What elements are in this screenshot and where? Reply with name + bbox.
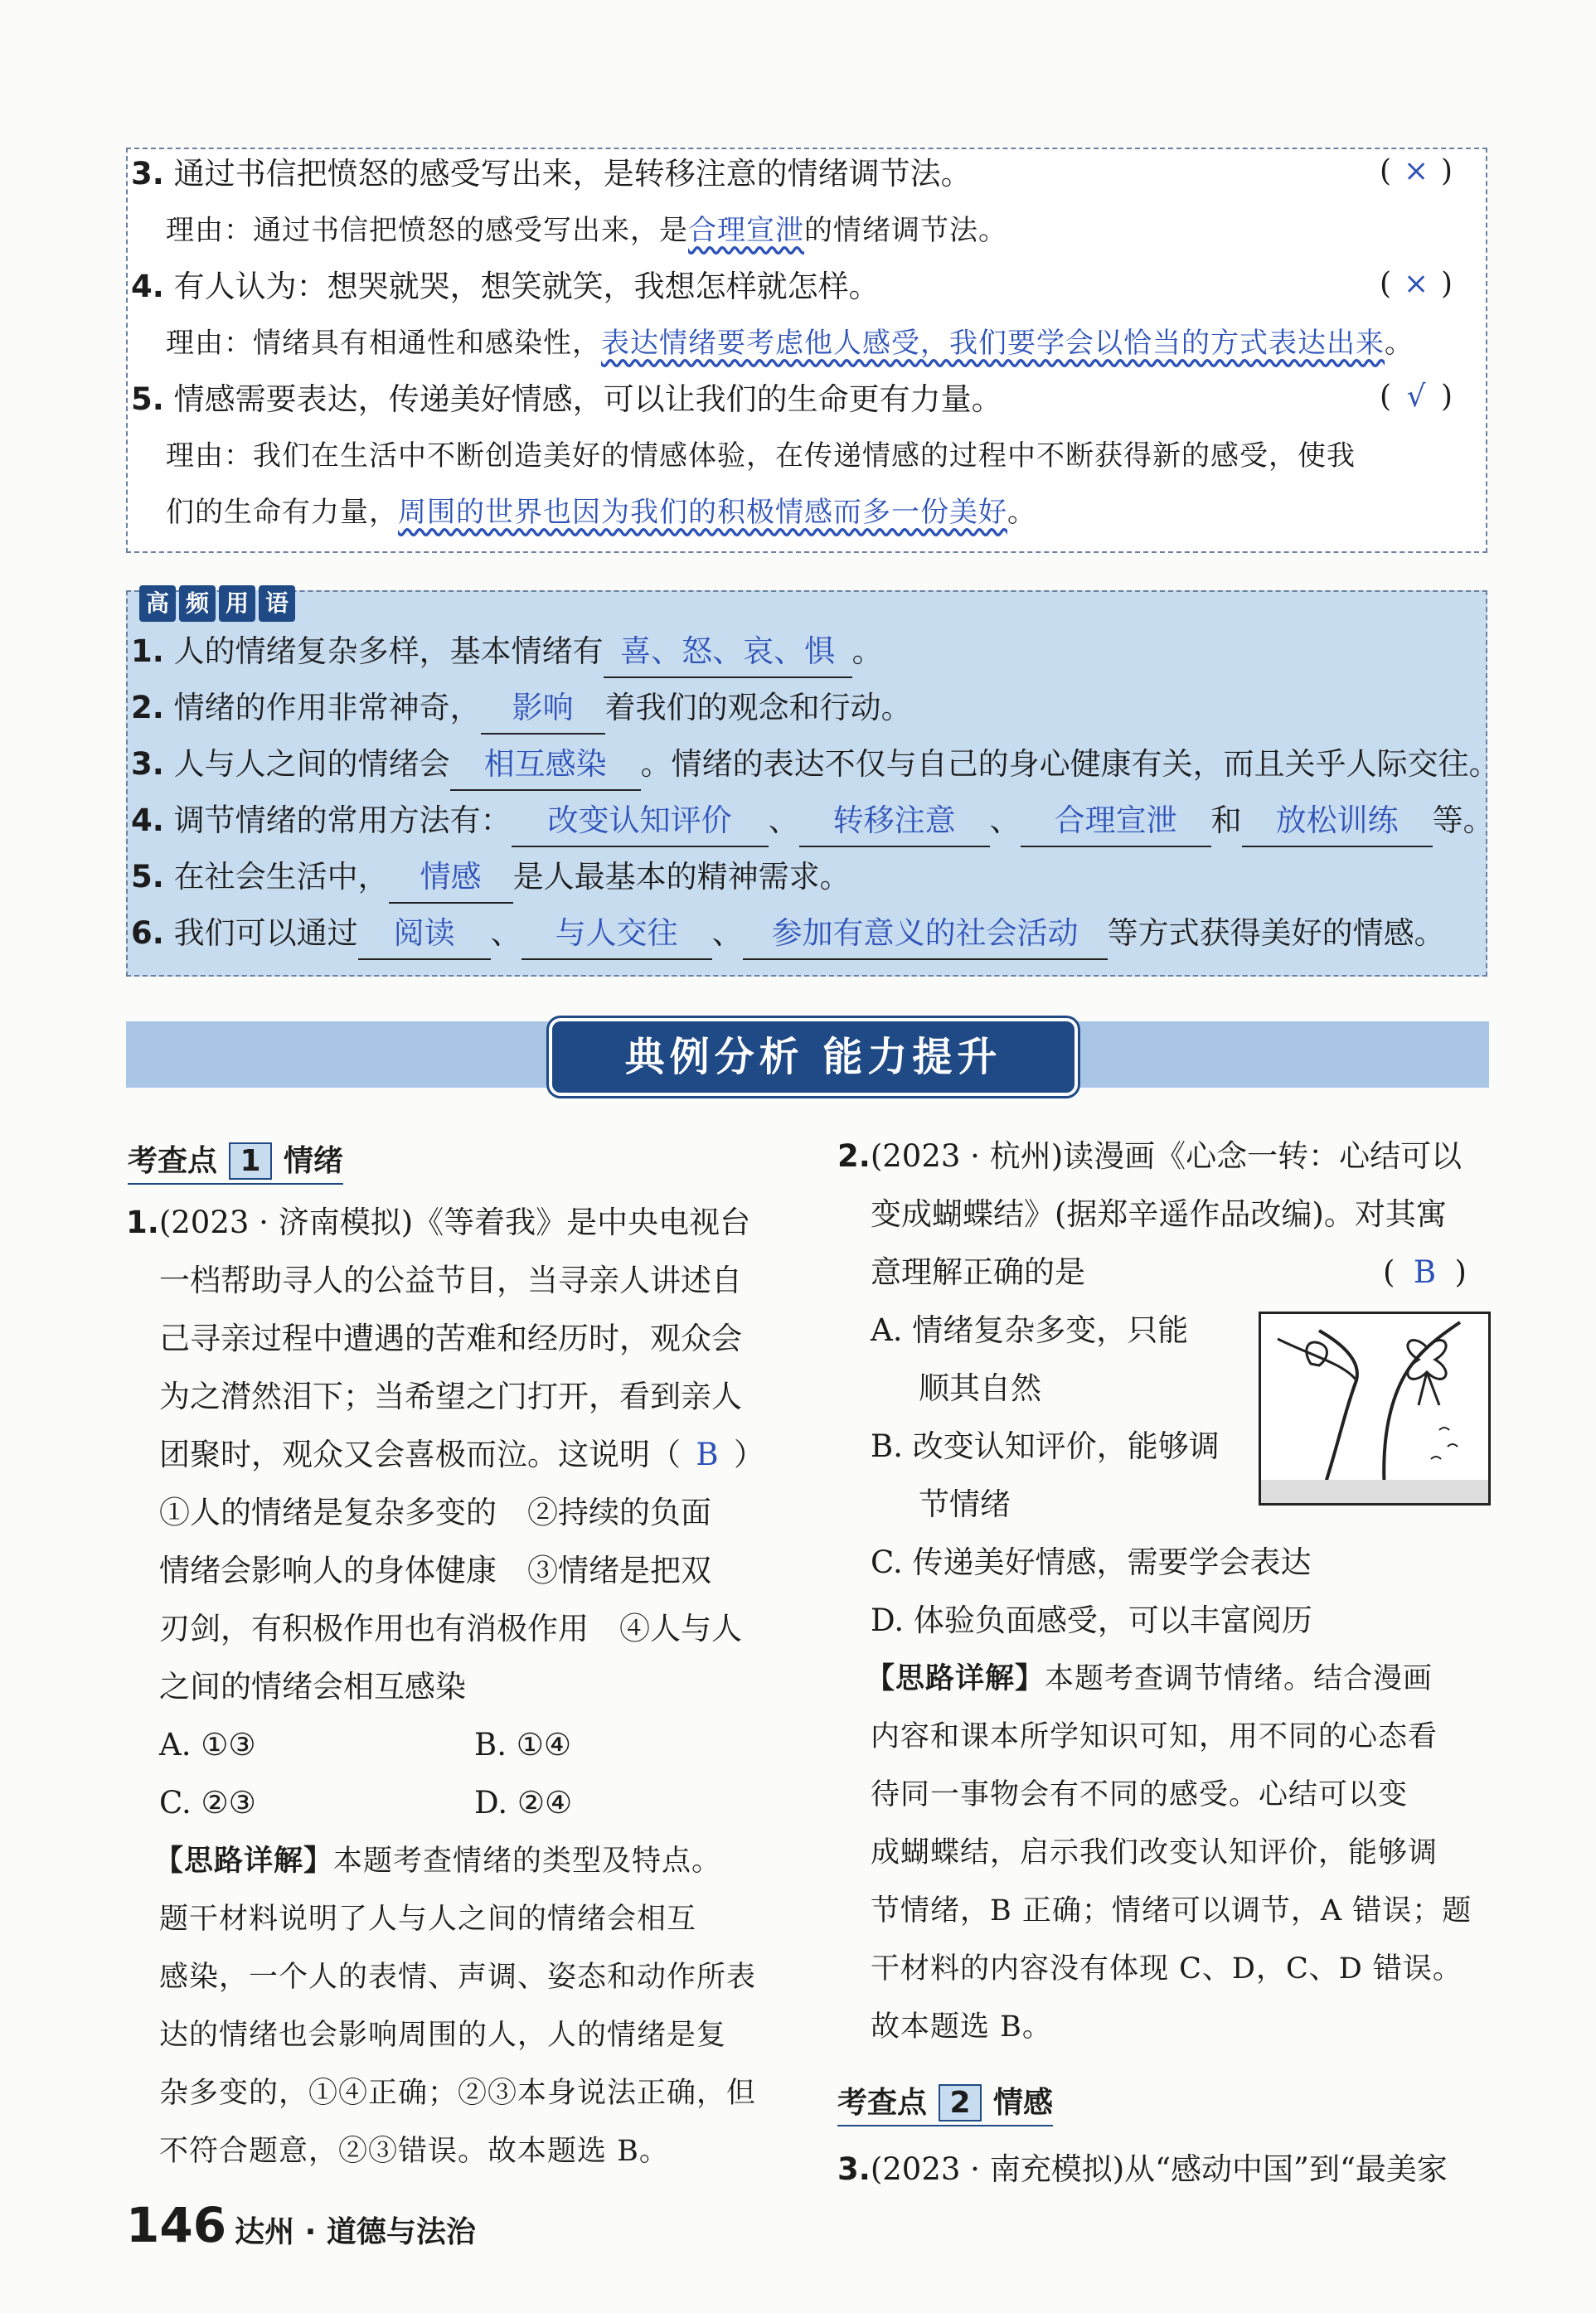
fill-blank-answer: 放松训练 bbox=[1242, 796, 1433, 847]
item-number: 4. bbox=[131, 269, 164, 304]
text: 调节情绪的常用方法有： bbox=[173, 803, 512, 838]
high-frequency-tag bbox=[139, 585, 295, 622]
item-number: 5. bbox=[131, 859, 164, 895]
fill-blank-answer: 转移注意 bbox=[799, 796, 990, 847]
statement-line: 情绪会影响人的身体健康 ③情绪是把双 bbox=[159, 1553, 711, 1588]
answer-mark: ( × ) bbox=[1380, 154, 1453, 188]
hf-item-6 bbox=[131, 909, 1445, 960]
analysis-line: 不符合题意，②③错误。故本题选 B。 bbox=[159, 2135, 669, 2168]
reason-4 bbox=[166, 318, 1414, 368]
judgement-5 bbox=[131, 375, 1002, 424]
key-point-1 bbox=[128, 1137, 343, 1185]
item-number: 1. bbox=[131, 633, 164, 669]
choice-b: B. 改变认知评价，能够调 bbox=[871, 1428, 1220, 1464]
fill-blank-answer: 参加有意义的社会活动 bbox=[743, 909, 1108, 960]
statement-line: 刃剑，有积极作用也有消极作用 ④人与人 bbox=[159, 1611, 742, 1646]
question-1-line3: 己寻亲过程中遭遇的苦难和经历时，观众会 bbox=[159, 1321, 742, 1356]
choice-d: D. ②④ bbox=[474, 1785, 573, 1821]
key-point-title: 情绪 bbox=[284, 1144, 344, 1178]
choice-b-cont: 节情绪 bbox=[919, 1486, 1011, 1522]
reason-text: 。 bbox=[1385, 327, 1414, 360]
analysis-line: 节情绪，B 正确；情绪可以调节，A 错误；题 bbox=[871, 1894, 1472, 1928]
analysis-line: 故本题选 B。 bbox=[871, 2010, 1052, 2044]
choice-a: A. ①③ bbox=[159, 1727, 256, 1763]
handwritten-answer: 周围的世界也因为我们的积极情感而多一份美好 bbox=[398, 496, 1007, 529]
answer-letter: B bbox=[1413, 1254, 1437, 1290]
text: 我们可以通过 bbox=[173, 915, 358, 951]
question-1-line2: 一档帮助寻人的公益节目，当寻亲人讲述自 bbox=[159, 1263, 742, 1298]
fill-blank-answer: 阅读 bbox=[358, 909, 491, 960]
choice-b: B. ①④ bbox=[474, 1727, 572, 1763]
reason-text: 理由：通过书信把愤怒的感受写出来，是 bbox=[166, 214, 688, 247]
choice-c: C. 传递美好情感，需要学会表达 bbox=[871, 1544, 1312, 1580]
fill-blank-answer: 相互感染 bbox=[450, 739, 641, 791]
question-2-line2: 变成蝴蝶结》(据郑辛遥作品改编)。对其寓 bbox=[871, 1196, 1447, 1232]
question-3-line1 bbox=[837, 2141, 1448, 2199]
text: 在社会生活中， bbox=[173, 859, 389, 895]
answer-mark: ( × ) bbox=[1380, 267, 1453, 301]
analysis-line: 成蝴蝶结，启示我们改变认知评价，能够调 bbox=[871, 1836, 1438, 1869]
tag-char: 高 bbox=[139, 585, 176, 622]
book-title: 达州 · 道德与法治 bbox=[235, 2215, 476, 2249]
text: 着我们的观念和行动。 bbox=[604, 690, 912, 725]
key-point-label: 考查点 bbox=[128, 1144, 218, 1178]
fill-blank-answer: 情感 bbox=[389, 852, 513, 904]
check-mark: √ bbox=[1406, 380, 1426, 414]
statement-line: ①人的情绪是复杂多变的 ②持续的负面 bbox=[159, 1495, 711, 1530]
question-number: 2. bbox=[837, 1138, 871, 1174]
question-1-line4: 为之潸然泪下；当希望之门打开，看到亲人 bbox=[159, 1379, 742, 1414]
item-number: 4. bbox=[131, 803, 164, 838]
fill-blank-answer: 与人交往 bbox=[521, 909, 712, 960]
analysis-label: 【思路详解】 bbox=[866, 1662, 1045, 1695]
question-1-line5 bbox=[159, 1426, 764, 1484]
section-banner bbox=[126, 1021, 1489, 1088]
bracket: ） bbox=[734, 1437, 764, 1472]
question-text: (2023 · 济南模拟)《等着我》是中央电视台 bbox=[158, 1205, 751, 1240]
statement-text: 情感需要表达，传递美好情感，可以让我们的生命更有力量。 bbox=[173, 381, 1002, 417]
analysis-line: 杂多变的，①④正确；②③本身说法正确，但 bbox=[159, 2077, 757, 2110]
analysis-line: 达的情绪也会影响周围的人，人的情绪是复 bbox=[159, 2019, 727, 2052]
tree-bow-illustration bbox=[1261, 1314, 1488, 1503]
tag-char: 语 bbox=[259, 585, 295, 622]
judgement-4 bbox=[131, 262, 880, 312]
judgement-3 bbox=[131, 149, 972, 199]
item-number: 2. bbox=[131, 690, 164, 725]
analysis-text: 本题考查情绪的类型及特点。 bbox=[333, 1845, 722, 1878]
reason-text: 。 bbox=[1007, 496, 1036, 529]
text: 、 bbox=[768, 803, 799, 838]
page-footer bbox=[126, 2197, 476, 2253]
answer-letter: B bbox=[696, 1437, 719, 1472]
question-text: (2023 · 南充模拟)从“感动中国”到“最美家 bbox=[870, 2151, 1448, 2187]
hf-item-3 bbox=[131, 739, 1500, 791]
tag-char: 频 bbox=[179, 585, 216, 622]
hf-item-4 bbox=[131, 796, 1494, 847]
cross-mark: × bbox=[1403, 267, 1429, 301]
reason-3 bbox=[166, 206, 1007, 255]
analysis-line: 感染，一个人的表情、声调、姿态和动作所表 bbox=[159, 1961, 757, 1994]
analysis-label: 【思路详解】 bbox=[154, 1845, 334, 1878]
analysis-line: 题干材料说明了人与人之间的情绪会相互 bbox=[159, 1903, 697, 1936]
text: 等方式获得美好的情感。 bbox=[1107, 915, 1445, 951]
reason-text: 的情绪调节法。 bbox=[804, 214, 1007, 247]
question-number: 3. bbox=[837, 2151, 871, 2187]
hf-item-5 bbox=[131, 852, 851, 904]
choice-a: A. 情绪复杂多变，只能 bbox=[871, 1312, 1189, 1348]
analysis-1-line1 bbox=[154, 1832, 721, 1890]
choice-a-cont: 顺其自然 bbox=[919, 1370, 1041, 1406]
key-point-label: 考查点 bbox=[837, 2086, 928, 2120]
text: 人与人之间的情绪会 bbox=[173, 746, 450, 782]
key-point-title: 情感 bbox=[993, 2086, 1054, 2120]
analysis-text: 本题考查调节情绪。结合漫画 bbox=[1045, 1662, 1433, 1695]
question-2-line3: 意理解正确的是 bbox=[871, 1254, 1085, 1290]
question-2-line1 bbox=[837, 1127, 1462, 1186]
key-point-number: 1 bbox=[229, 1142, 272, 1180]
fill-blank-answer: 改变认知评价 bbox=[512, 796, 769, 847]
item-number: 3. bbox=[131, 156, 164, 192]
key-point-number: 2 bbox=[939, 2084, 982, 2121]
section-title: 典例分析 能力提升 bbox=[549, 1018, 1078, 1096]
item-number: 6. bbox=[131, 915, 164, 951]
analysis-line: 干材料的内容没有体现 C、D，C、D 错误。 bbox=[871, 1952, 1463, 1986]
question-text: 团聚时，观众又会喜极而泣。这说明（ bbox=[159, 1437, 681, 1472]
reason-5-line2 bbox=[166, 487, 1036, 537]
analysis-line: 内容和课本所学知识可知，用不同的心态看 bbox=[871, 1720, 1438, 1753]
text: 是人最基本的精神需求。 bbox=[512, 859, 851, 895]
answer-mark: ( √ ) bbox=[1380, 380, 1453, 414]
text: 、 bbox=[711, 915, 743, 951]
text: 人的情绪复杂多样，基本情绪有 bbox=[173, 633, 604, 669]
statement-text: 有人认为：想哭就哭，想笑就笑，我想怎样就怎样。 bbox=[173, 269, 880, 304]
question-number: 1. bbox=[126, 1205, 159, 1240]
statement-text: 通过书信把愤怒的感受写出来，是转移注意的情绪调节法。 bbox=[173, 156, 972, 192]
item-number: 3. bbox=[131, 746, 164, 782]
text: 情绪的作用非常神奇， bbox=[173, 690, 481, 725]
question-1-line1 bbox=[126, 1194, 750, 1252]
analysis-2-line1 bbox=[866, 1650, 1433, 1708]
fill-blank-answer: 喜、怒、哀、惧 bbox=[604, 627, 852, 678]
answer-bracket: ( B ) bbox=[1383, 1244, 1467, 1302]
cartoon-image bbox=[1259, 1312, 1491, 1506]
reason-5-line1: 理由：我们在生活中不断创造美好的情感体验，在传递情感的过程中不断获得新的感受，使我 bbox=[166, 439, 1356, 473]
page-number: 146 bbox=[126, 2197, 227, 2253]
text: 、 bbox=[490, 915, 521, 951]
question-text: (2023 · 杭州)读漫画《心念一转：心结可以 bbox=[870, 1138, 1463, 1174]
text: 等。 bbox=[1432, 803, 1494, 838]
handwritten-answer: 合理宣泄 bbox=[688, 214, 804, 247]
fill-blank-answer: 合理宣泄 bbox=[1021, 796, 1211, 847]
text: 。情绪的表达不仅与自己的身心健康有关，而且关乎人际交往。 bbox=[640, 746, 1500, 782]
handwritten-answer: 表达情绪要考虑他人感受，我们要学会以恰当的方式表达出来 bbox=[601, 327, 1385, 360]
hf-item-1 bbox=[131, 627, 883, 678]
text: 、 bbox=[989, 803, 1021, 838]
text: 。 bbox=[851, 633, 883, 669]
tag-char: 用 bbox=[219, 585, 255, 622]
analysis-line: 待同一事物会有不同的感受。心结可以变 bbox=[871, 1778, 1409, 1811]
reason-text: 们的生命有力量， bbox=[166, 496, 398, 529]
hf-item-2 bbox=[131, 683, 912, 735]
statement-line: 之间的情绪会相互感染 bbox=[159, 1669, 466, 1704]
fill-blank-answer: 影响 bbox=[481, 683, 605, 735]
choice-d: D. 体验负面感受，可以丰富阅历 bbox=[871, 1603, 1312, 1638]
item-number: 5. bbox=[131, 381, 164, 417]
choice-c: C. ②③ bbox=[159, 1785, 256, 1821]
text: 和 bbox=[1210, 803, 1242, 838]
cross-mark: × bbox=[1403, 154, 1429, 188]
reason-text: 理由：情绪具有相通性和感染性， bbox=[166, 327, 601, 360]
key-point-2 bbox=[837, 2079, 1053, 2126]
